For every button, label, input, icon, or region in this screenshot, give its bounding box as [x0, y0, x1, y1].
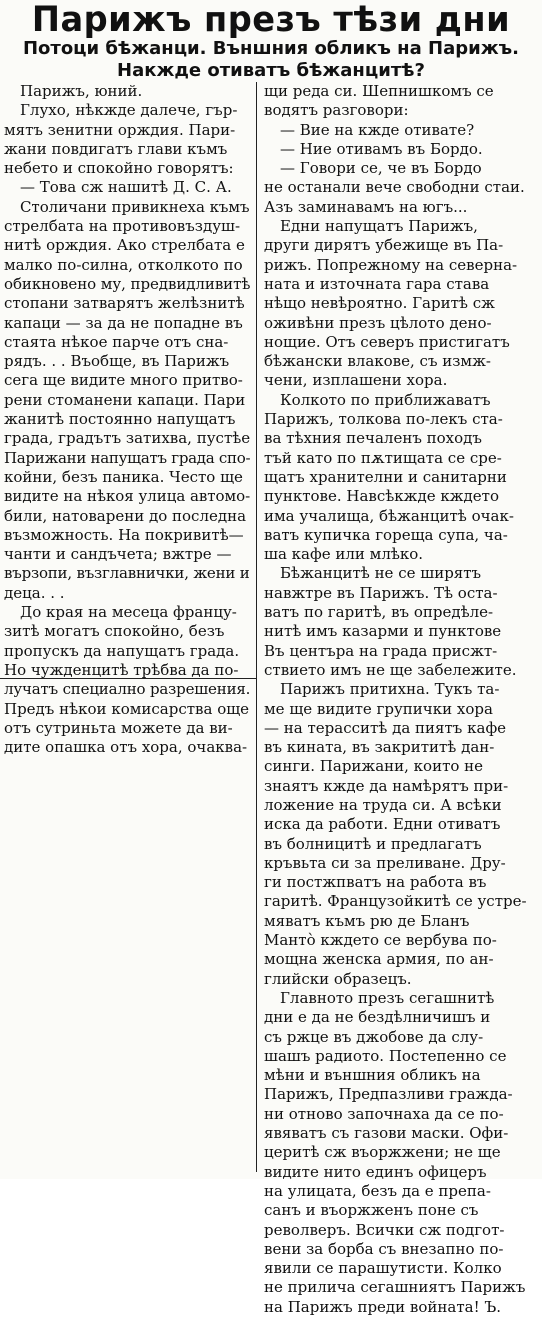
text-line: Парижани напущатъ града спо-: [4, 448, 250, 467]
text-line: рижъ. Попрежному на северна-: [264, 255, 518, 274]
text-line: нѣщо невѣроятно. Гаритѣ сж: [264, 294, 495, 313]
text-line: тъй като по пѫтищата се сре-: [264, 448, 502, 467]
text-line: мѣни и външния обликъ на: [264, 1066, 481, 1085]
text-line: капаци — за да не попадне въ: [4, 313, 243, 332]
text-line: Бѣжанцитѣ не се ширятъ: [280, 564, 482, 583]
text-line: иска да работи. Едни отиватъ: [264, 815, 501, 834]
text-line: на Парижъ преди войната! Ъ.: [264, 1297, 502, 1316]
text-line: Глухо, нѣкжде далече, гър-: [20, 101, 238, 120]
text-line: Главното презъ сегашнитѣ: [280, 988, 495, 1007]
text-line: знаятъ кжде да намѣрятъ при-: [264, 776, 509, 795]
text-line: стаята нѣкое парче отъ сна-: [4, 332, 229, 351]
text-line: рени стоманени капаци. Пари: [4, 390, 246, 409]
text-line: обикновено му, предвидливитѣ: [4, 274, 250, 293]
text-line: ни отново започнаха да се по-: [264, 1104, 504, 1123]
text-line: жани повдигатъ глави къмъ: [4, 139, 228, 158]
text-line: рядъ. . . Въобще, въ Парижъ: [4, 352, 230, 371]
text-line: стрелбата на противовъздуш-: [4, 217, 241, 236]
text-line: мощна женска армия, по ан-: [264, 950, 494, 969]
text-line: града, градътъ затихва, пустѣе: [4, 429, 250, 448]
text-line: не останали вече свободни стаи.: [264, 178, 525, 197]
text-line: сега ще видите много притво-: [4, 371, 243, 390]
text-line: навжтре въ Парижъ. Тѣ оста-: [264, 583, 498, 602]
text-line: чени, изплашени хора.: [264, 371, 448, 390]
text-line: Едни напущатъ Парижъ,: [280, 217, 478, 236]
text-line: Колкото по приближаватъ: [280, 390, 491, 409]
text-line: ната и източната гара става: [264, 274, 490, 293]
text-line: деца. . .: [4, 583, 65, 602]
text-line: ва тѣхния печаленъ походъ: [264, 429, 482, 448]
article-subheadline-question: Накжде отиватъ бѣжанцитѣ?: [117, 60, 425, 81]
text-line: шашъ радиото. Постепенно се: [264, 1046, 507, 1065]
text-line: Въ центъра на града присжт-: [264, 641, 498, 660]
text-line: оживѣни презъ цѣлото дено-: [264, 313, 492, 332]
text-line: Парижъ, Предпазливи гражда-: [264, 1085, 513, 1104]
text-line: зитѣ могатъ спокойно, безъ: [4, 622, 225, 641]
right-column: [264, 82, 536, 1317]
text-line: чанти и сандъчета; вжтре —: [4, 545, 232, 564]
text-line: небето и спокойно говорятъ:: [4, 159, 234, 178]
text-line: мяватъ къмъ рю де Бланъ: [264, 911, 470, 930]
text-line: възможность. На покривитѣ—: [4, 525, 244, 544]
text-line: санъ и въоржженъ поне съ: [264, 1201, 479, 1220]
text-line: мятъ зенитни орждия. Пари-: [4, 120, 236, 139]
text-line: нитѣ имъ казарми и пунктове: [264, 622, 502, 641]
left-column: [4, 82, 250, 757]
text-line: Столичани привикнеха къмъ: [20, 197, 250, 216]
text-line: видите нито единъ офицеръ: [264, 1162, 487, 1181]
text-line: явили се парашутисти. Колко: [264, 1259, 502, 1278]
text-line: Но чужденцитѣ трѣбва да по-: [4, 660, 239, 679]
text-line: ватъ по гаритѣ, въ опредѣле-: [264, 603, 494, 622]
text-line: отъ сутриньта можете да ви-: [4, 718, 233, 737]
text-line: нощие. Отъ северъ пристигатъ: [264, 332, 510, 351]
text-line: — Вие на кжде отивате?: [280, 120, 475, 139]
text-line: койни, безъ паника. Често ще: [4, 467, 243, 486]
column-divider: [256, 82, 257, 1172]
text-line: щи реда си. Шепнишкомъ се: [264, 82, 494, 100]
article-headline: Парижъ презъ тѣзи дни: [31, 0, 511, 40]
text-line: револверъ. Всички сж подгот-: [264, 1220, 505, 1239]
text-line: има учалища, бѣжанцитѣ очак-: [264, 506, 514, 525]
text-line: други дирятъ убежище въ Па-: [264, 236, 504, 255]
text-line: Парижъ притихна. Тукъ та-: [280, 680, 500, 699]
text-line: въ кината, въ закрититѣ дан-: [264, 738, 495, 757]
text-line: не прилича сегашниятъ Парижъ: [264, 1278, 526, 1297]
text-line: нитѣ орждия. Ако стрелбата е: [4, 236, 245, 255]
text-line: видите на нѣкоя улица автомо-: [4, 487, 250, 506]
text-line: стопани затварятъ желѣзнитѣ: [4, 294, 245, 313]
text-line: — Това сж нашитѣ Д. С. А.: [20, 178, 232, 197]
text-line: кръвьта си за преливане. Дру-: [264, 853, 506, 872]
text-line: ватъ купичка гореща супа, ча-: [264, 525, 508, 544]
text-line: Парижъ, юний.: [20, 82, 143, 100]
text-line: церитѣ сж въоржжени; не ще: [264, 1143, 501, 1162]
text-line: глийски образецъ.: [264, 969, 412, 988]
text-line: лучатъ специално разрешения.: [4, 680, 250, 699]
text-line: гаритѣ. Французойкитѣ се устре-: [264, 892, 527, 911]
text-line: пунктове. Навсѣкжде кждето: [264, 487, 499, 506]
text-line: били, натоварени до последна: [4, 506, 247, 525]
text-line: ложение на труда си. А всѣки: [264, 795, 502, 814]
text-line: пропускъ да напущатъ града.: [4, 641, 240, 660]
text-line: въ болницитѣ и предлагатъ: [264, 834, 482, 853]
text-line: вени за борба съ внезапно по-: [264, 1239, 504, 1258]
text-line: бѣжански влакове, съ измж-: [264, 352, 491, 371]
article-subheadline: Потоци бѣжанци. Външния обликъ на Парижъ.: [22, 38, 520, 59]
text-line: ги постжпватъ на работа въ: [264, 873, 487, 892]
text-line: Предъ нѣкои комисарства още: [4, 699, 250, 718]
text-line: съ ржце въ джобове да слу-: [264, 1027, 484, 1046]
text-line: ша кафе или млѣко.: [264, 545, 424, 564]
text-line: — Ние отивамъ въ Бордо.: [280, 139, 483, 158]
text-line: малко по-силна, отколкото по: [4, 255, 243, 274]
text-line: дите опашка отъ хора, очаква-: [4, 738, 248, 757]
text-line: Парижъ, толкова по-лекъ ста-: [264, 410, 503, 429]
text-line: синги. Парижани, които не: [264, 757, 484, 776]
text-line: — на терасситѣ да пиятъ кафе: [264, 718, 507, 737]
text-line: ствието имъ не ще забележите.: [264, 660, 517, 679]
text-line: дни е да не бездѣлничишъ и: [264, 1008, 491, 1027]
text-line: ме ще видите групички хора: [264, 699, 493, 718]
text-line: жанитѣ постоянно напущатъ: [4, 410, 236, 429]
text-line: на улицата, безъ да е препа-: [264, 1181, 491, 1200]
text-line: Мантò кждето се вербува по-: [264, 931, 497, 950]
text-line: Азъ заминавамъ на югъ...: [264, 197, 468, 216]
text-line: явяватъ съ газови маски. Офи-: [264, 1124, 509, 1143]
text-line: вързопи, възглавнички, жени и: [4, 564, 250, 583]
text-line: щатъ хранителни и санитарни: [264, 467, 507, 486]
text-line: водятъ разговори:: [264, 101, 409, 120]
text-line: — Говори се, че въ Бордо: [280, 159, 482, 178]
text-line: До края на месеца францу-: [20, 603, 237, 622]
